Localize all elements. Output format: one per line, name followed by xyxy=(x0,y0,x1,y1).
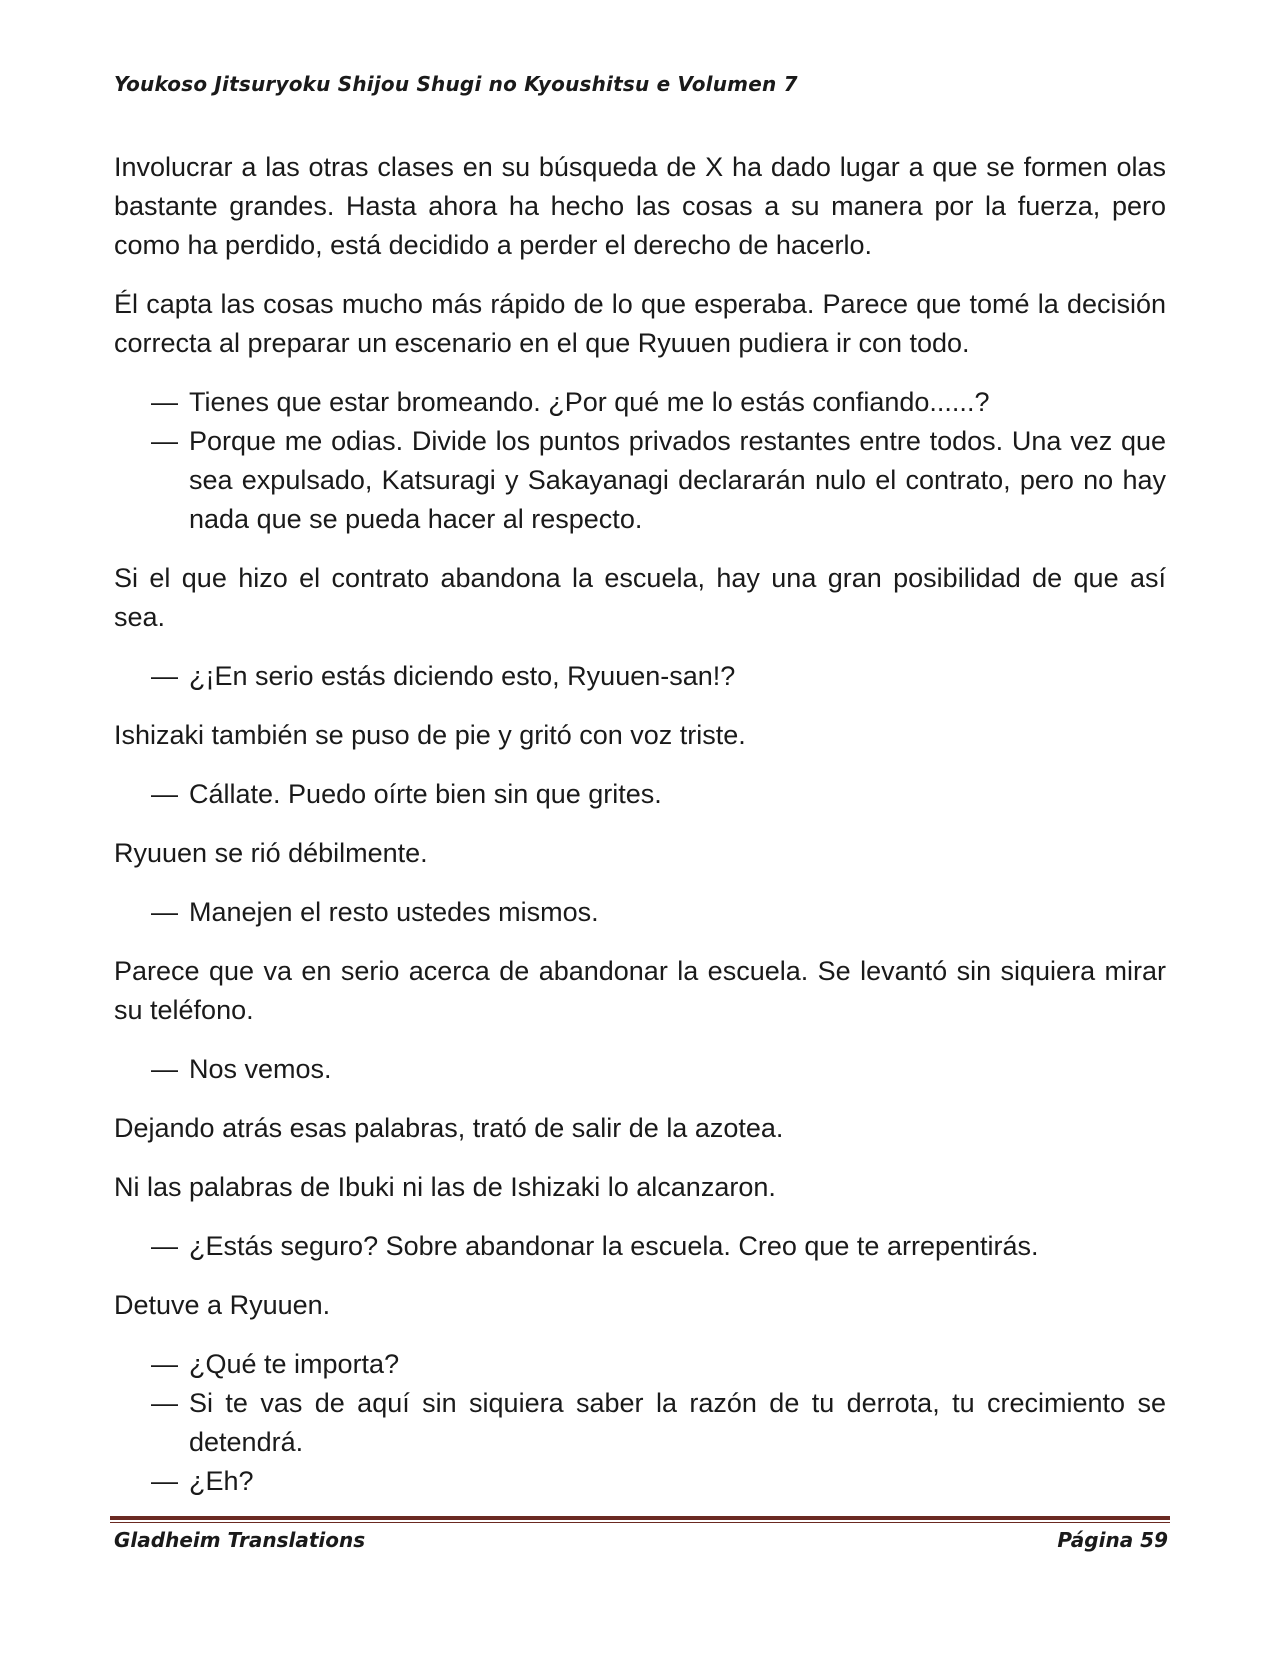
dialogue-text: ¿Estás seguro? Sobre abandonar la escuela. Creo que te arrepentirás. xyxy=(189,1231,1039,1261)
dialogue-dash: — xyxy=(151,1388,178,1418)
dialogue-dash: — xyxy=(151,426,178,456)
dialogue-dash: — xyxy=(151,387,178,417)
dialogue-group xyxy=(114,383,1166,539)
dialogue-line xyxy=(114,383,1166,422)
dialogue-dash: — xyxy=(151,1466,178,1496)
paragraph: Si el que hizo el contrato abandona la escuela, hay una gran posibilidad de que así sea. xyxy=(114,563,1166,632)
footer-credit: Gladheim Translations xyxy=(114,1528,366,1552)
dialogue-line xyxy=(114,1227,1166,1266)
footer-divider xyxy=(110,1516,1170,1520)
dialogue-line xyxy=(114,1462,1166,1501)
dialogue-group xyxy=(114,893,1166,932)
dialogue-dash: — xyxy=(151,661,178,691)
dialogue-dash: — xyxy=(151,779,178,809)
dialogue-text: Cállate. Puedo oírte bien sin que grites. xyxy=(189,779,662,809)
paragraph: Involucrar a las otras clases en su búsqueda de X ha dado lugar a que se formen olas bastante grandes. Hasta ahora ha hecho las cosas a su manera por la fuerza, pero como ha perdido, está decidido a perder el derecho de hacerlo. xyxy=(114,152,1166,260)
paragraph: Parece que va en serio acerca de abandonar la escuela. Se levantó sin siquiera mirar su teléfono. xyxy=(114,956,1166,1025)
page-header-title: Youkoso Jitsuryoku Shijou Shugi no Kyoushitsu e Volumen 7 xyxy=(114,72,798,96)
dialogue-text: ¿Eh? xyxy=(189,1466,254,1496)
footer-divider-thin xyxy=(110,1522,1170,1523)
dialogue-text: Nos vemos. xyxy=(189,1054,332,1084)
dialogue-dash: — xyxy=(151,1349,178,1379)
dialogue-line xyxy=(114,893,1166,932)
dialogue-group xyxy=(114,1050,1166,1089)
dialogue-line xyxy=(114,1384,1166,1462)
dialogue-text: Si te vas de aquí sin siquiera saber la razón de tu derrota, tu crecimiento se detendrá. xyxy=(189,1388,1166,1457)
dialogue-group xyxy=(114,657,1166,696)
dialogue-text: Tienes que estar bromeando. ¿Por qué me lo estás confiando......? xyxy=(189,387,990,417)
page-number: Página 59 xyxy=(1057,1528,1168,1552)
document-body xyxy=(114,148,1166,1521)
paragraph: Dejando atrás esas palabras, trató de salir de la azotea. xyxy=(114,1113,784,1143)
dialogue-group xyxy=(114,775,1166,814)
dialogue-text: Porque me odias. Divide los puntos privados restantes entre todos. Una vez que sea expulsado, Katsuragi y Sakayanagi declararán nulo el contrato, pero no hay nada que se pueda hacer al respecto. xyxy=(189,426,1166,534)
dialogue-group xyxy=(114,1227,1166,1266)
dialogue-dash: — xyxy=(151,1231,178,1261)
dialogue-text: Manejen el resto ustedes mismos. xyxy=(189,897,599,927)
dialogue-dash: — xyxy=(151,897,178,927)
dialogue-line xyxy=(114,422,1166,539)
paragraph: Ni las palabras de Ibuki ni las de Ishizaki lo alcanzaron. xyxy=(114,1172,776,1202)
dialogue-text: ¿¡En serio estás diciendo esto, Ryuuen-san!? xyxy=(189,661,736,691)
paragraph: Ryuuen se rió débilmente. xyxy=(114,838,428,868)
paragraph: Detuve a Ryuuen. xyxy=(114,1290,331,1320)
dialogue-line xyxy=(114,1050,1166,1089)
dialogue-line xyxy=(114,1345,1166,1384)
dialogue-line xyxy=(114,657,1166,696)
paragraph: Él capta las cosas mucho más rápido de lo que esperaba. Parece que tomé la decisión correcta al preparar un escenario en el que Ryuuen pudiera ir con todo. xyxy=(114,289,1166,358)
paragraph: Ishizaki también se puso de pie y gritó con voz triste. xyxy=(114,720,746,750)
dialogue-group xyxy=(114,1345,1166,1501)
dialogue-line xyxy=(114,775,1166,814)
dialogue-dash: — xyxy=(151,1054,178,1084)
dialogue-text: ¿Qué te importa? xyxy=(189,1349,400,1379)
